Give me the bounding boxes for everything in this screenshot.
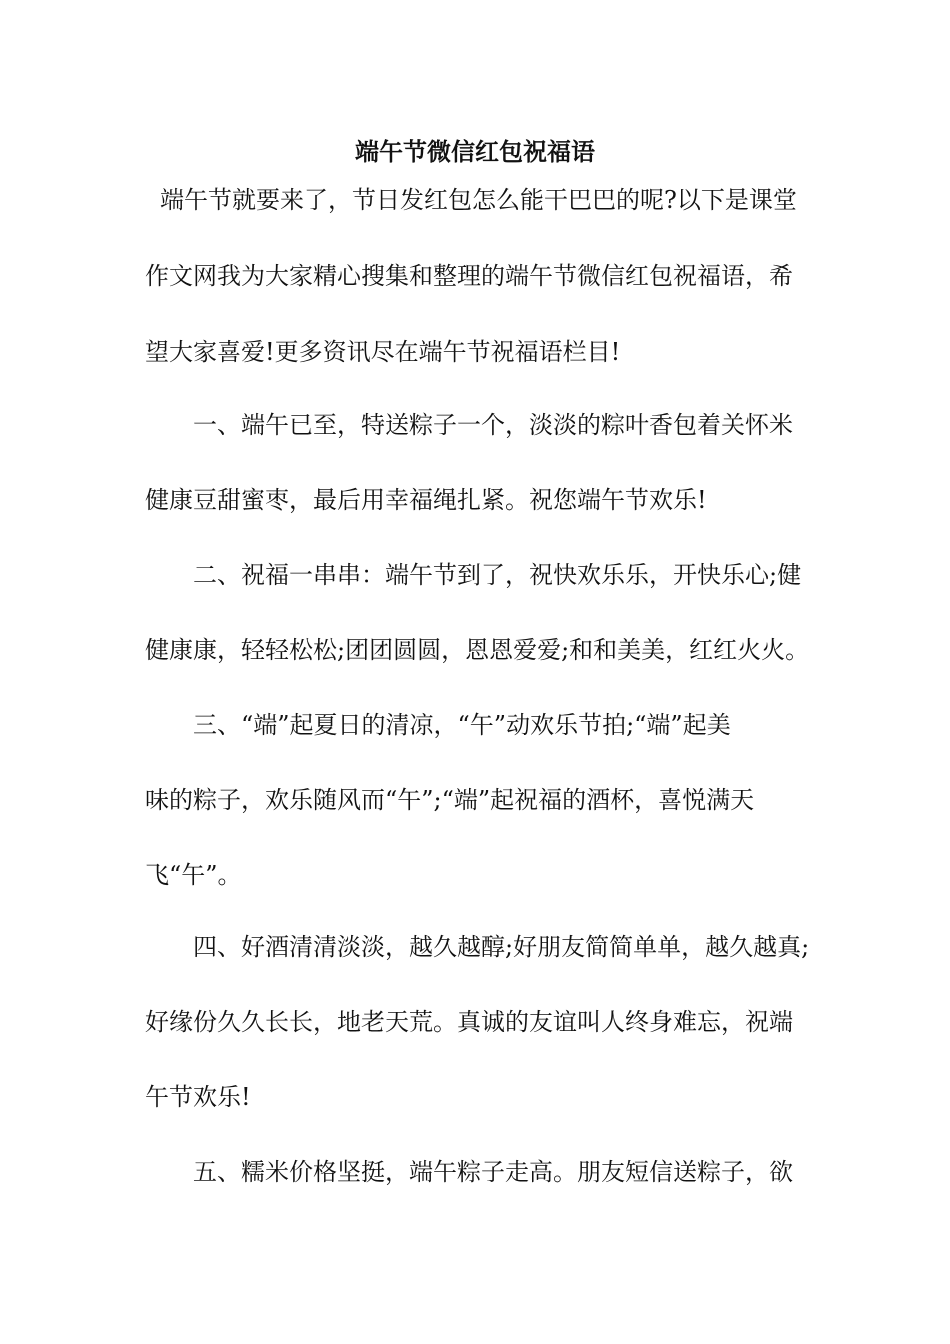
greeting-4-line-3: 午节欢乐! bbox=[145, 1083, 251, 1111]
intro-line-1: 端午节就要来了，节日发红包怎么能干巴巴的呢?以下是课堂 bbox=[160, 186, 797, 214]
greeting-4-line-2: 好缘份久久长长，地老天荒。真诚的友谊叫人终身难忘，祝端 bbox=[145, 1008, 793, 1036]
greeting-4-line-1: 四、好酒清清淡淡，越久越醇;好朋友简简单单，越久越真; bbox=[193, 933, 810, 961]
greeting-1-line-2: 健康豆甜蜜枣，最后用幸福绳扎紧。祝您端午节欢乐! bbox=[145, 486, 707, 514]
greeting-3-line-2: 味的粽子，欢乐随风而“午”;“端”起祝福的酒杯，喜悦满天 bbox=[145, 786, 755, 814]
greeting-3-line-3: 飞“午”。 bbox=[145, 861, 242, 889]
greeting-2-line-1: 二、祝福一串串：端午节到了，祝快欢乐乐，开快乐心;健 bbox=[193, 561, 802, 589]
intro-line-3: 望大家喜爱!更多资讯尽在端午节祝福语栏目! bbox=[145, 338, 621, 366]
document-title: 端午节微信红包祝福语 bbox=[355, 137, 595, 166]
greeting-2-line-2: 健康康，轻轻松松;团团圆圆，恩恩爱爱;和和美美，红红火火。 bbox=[145, 636, 810, 664]
greeting-5-line-1: 五、糯米价格坚挺，端午粽子走高。朋友短信送粽子，欲 bbox=[193, 1158, 793, 1186]
intro-line-2: 作文网我为大家精心搜集和整理的端午节微信红包祝福语，希 bbox=[145, 262, 793, 290]
greeting-3-line-1: 三、“端”起夏日的清凉，“午”动欢乐节拍;“端”起美 bbox=[193, 711, 731, 739]
greeting-1-line-1: 一、端午已至，特送粽子一个，淡淡的粽叶香包着关怀米 bbox=[193, 411, 793, 439]
